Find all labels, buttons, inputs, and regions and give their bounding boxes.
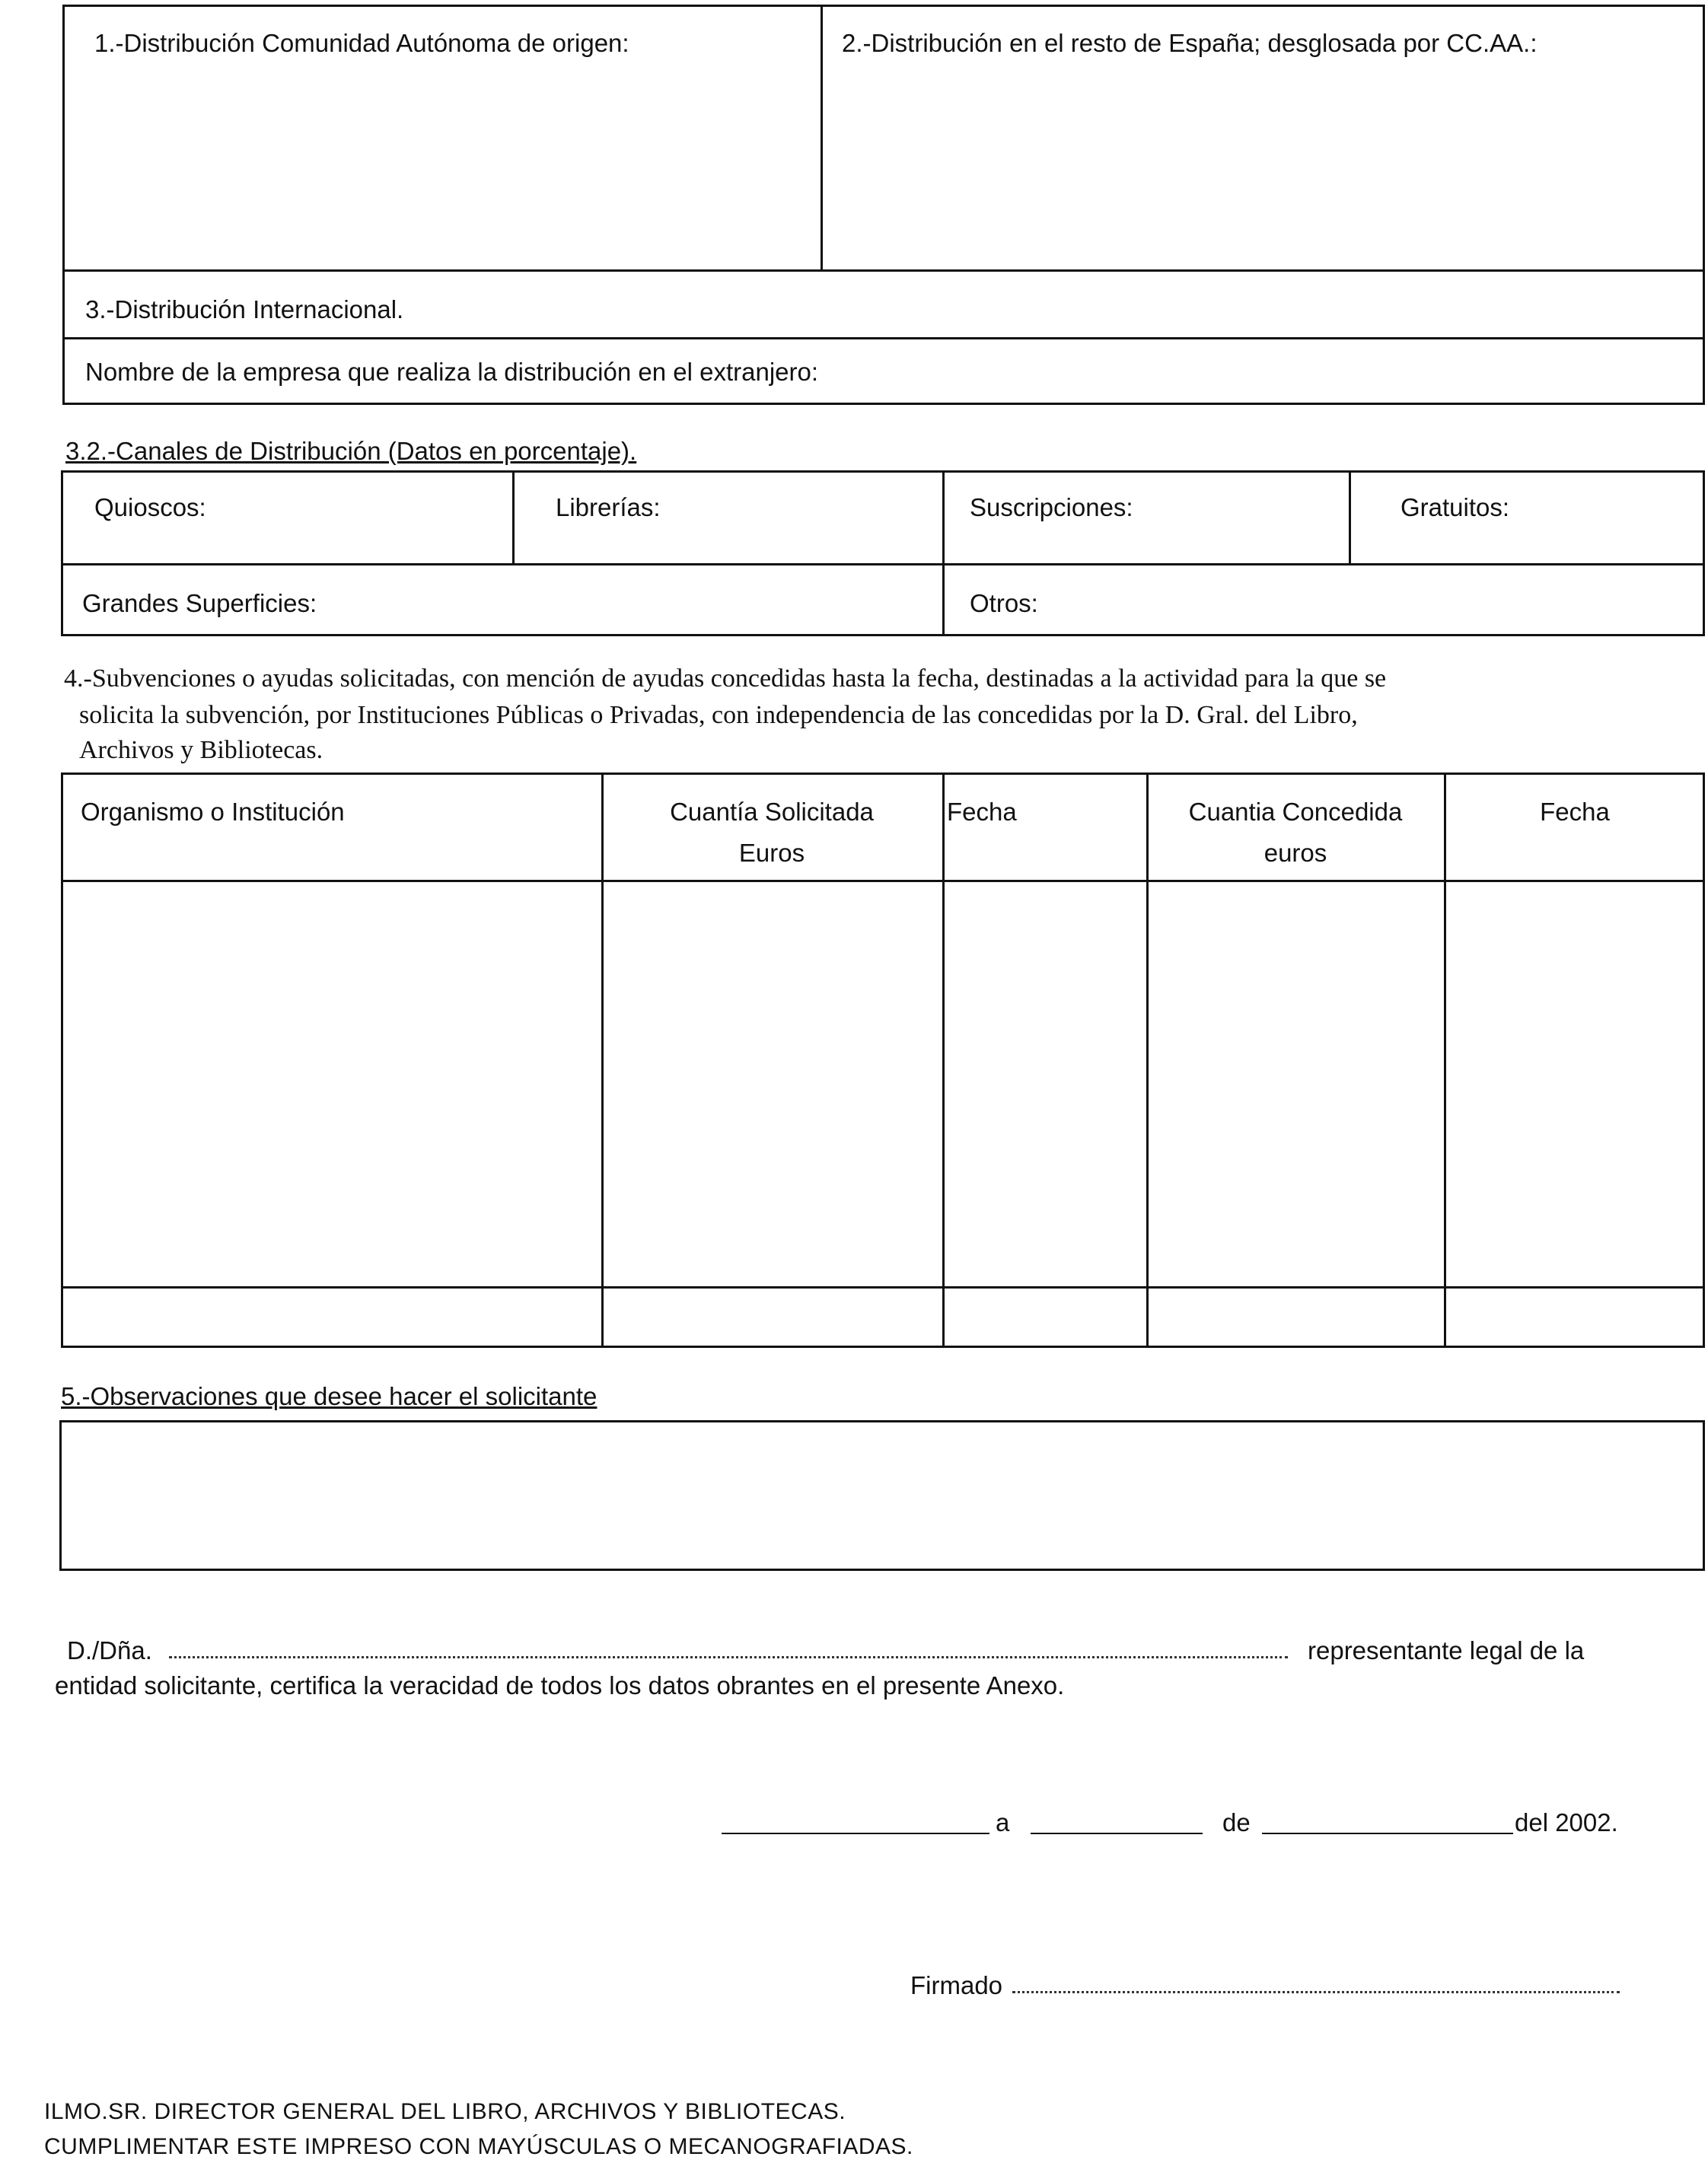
channel-gratuitos-label: Gratuitos: <box>1400 493 1510 521</box>
channels-col-divider-3 <box>1349 470 1351 565</box>
channel-otros-label: Otros: <box>970 589 1038 617</box>
signature-label: Firmado <box>910 1971 1003 1999</box>
foreign-company-label: Nombre de la empresa que realiza la distribución en el extranjero: <box>85 358 819 386</box>
subsidies-title-line3: Archivos y Bibliotecas. <box>79 736 323 764</box>
observations-title: 5.-Observaciones que desee hacer el solicitante <box>61 1382 597 1410</box>
channel-quioscos-label: Quioscos: <box>94 493 206 521</box>
signature-dots <box>1012 1991 1620 1993</box>
subsidies-title-line2: solicita la subvención, por Instituciones Públicas o Privadas, con independencia de las concedidas por la D. Gral. del Libro, <box>79 701 1358 729</box>
header-cuantia-solicitada-unit: Euros <box>738 839 805 867</box>
date-a-label: a <box>996 1808 1010 1836</box>
channel-grandes-superficies-label: Grandes Superficies: <box>82 589 317 617</box>
channels-col-divider-2 <box>942 470 945 636</box>
channels-row-divider <box>61 563 1705 565</box>
header-fecha-2: Fecha <box>1540 798 1610 826</box>
date-place-line <box>722 1833 989 1834</box>
certification-suffix: representante legal de la <box>1308 1636 1585 1664</box>
subsidies-col-divider-2 <box>942 772 945 1348</box>
date-year-label: del 2002. <box>1515 1808 1618 1836</box>
channels-col-divider-1 <box>512 470 515 565</box>
certification-prefix: D./Dña. <box>67 1636 152 1664</box>
header-cuantia-concedida: Cuantia Concedida <box>1188 798 1403 826</box>
distribution-row-divider-2 <box>62 337 1705 339</box>
distribution-divider <box>821 5 823 271</box>
observations-box <box>59 1420 1705 1571</box>
date-de-label: de <box>1222 1808 1251 1836</box>
footer-addressee: ILMO.SR. DIRECTOR GENERAL DEL LIBRO, ARCHIVOS Y BIBLIOTECAS. <box>44 2099 846 2124</box>
channel-librerias-label: Librerías: <box>556 493 661 521</box>
distribution-row-divider-1 <box>62 269 1705 272</box>
header-cuantia-concedida-unit: euros <box>1263 839 1327 867</box>
header-organismo: Organismo o Institución <box>81 798 345 826</box>
date-day-line <box>1031 1833 1203 1834</box>
subsidies-title-line1: 4.-Subvenciones o ayudas solicitadas, con mención de ayudas concedidas hasta la fecha, destinadas a la actividad para la que se <box>64 664 1387 693</box>
footer-instruction: CUMPLIMENTAR ESTE IMPRESO CON MAYÚSCULAS O MECANOGRAFIADAS. <box>44 2134 913 2159</box>
header-fecha-1: Fecha <box>947 798 1017 826</box>
distribution-origin-label: 1.-Distribución Comunidad Autónoma de origen: <box>94 29 629 57</box>
date-month-line <box>1262 1833 1513 1834</box>
certification-line2: entidad solicitante, certifica la veracidad de todos los datos obrantes en el presente Anexo. <box>55 1671 1065 1700</box>
distribution-table <box>62 5 1705 405</box>
subsidies-col-divider-4 <box>1444 772 1446 1348</box>
header-cuantia-solicitada: Cuantía Solicitada <box>670 798 874 826</box>
channel-suscripciones-label: Suscripciones: <box>970 493 1133 521</box>
subsidies-total-divider <box>61 1286 1705 1289</box>
channels-title: 3.2.-Canales de Distribución (Datos en porcentaje). <box>65 437 637 465</box>
distribution-spain-label: 2.-Distribución en el resto de España; desglosada por CC.AA.: <box>842 29 1538 57</box>
distribution-international-label: 3.-Distribución Internacional. <box>85 295 404 323</box>
certification-name-dots <box>169 1656 1288 1658</box>
subsidies-header-divider <box>61 880 1705 882</box>
